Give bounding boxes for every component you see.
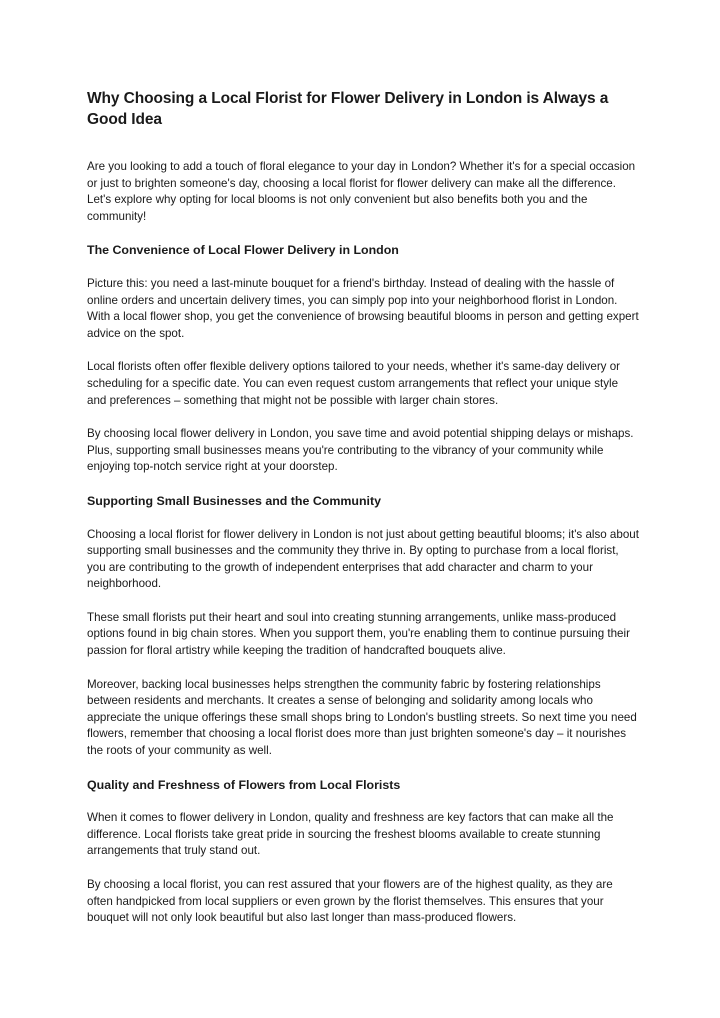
paragraph: When it comes to flower delivery in London, quality and freshness are key factors that can make all the difference. Local florists take great pride in sourcing the freshest blooms available to create stunning arrangements that truly stand out. xyxy=(87,811,614,858)
section-heading-small-businesses: Supporting Small Businesses and the Community xyxy=(87,493,381,508)
paragraph: Picture this: you need a last-minute bouquet for a friend's birthday. Instead of dealing with the hassle of online orders and uncertain delivery times, you can simply pop into your neighborhood florist in London. With a local flower shop, you get the convenience of browsing beautiful blooms in person and getting expert advice on the spot. xyxy=(87,276,639,340)
section-heading-convenience: The Convenience of Local Flower Delivery in London xyxy=(87,243,399,258)
paragraph: Moreover, backing local businesses helps strengthen the community fabric by fostering relationships between residents and merchants. It creates a sense of belonging and solidarity among locals who appreciate the unique offerings these small shops bring to London's bustling streets. So next time you need flowers, remember that choosing a local florist does more than just brighten someone's day – it nourishes the roots of your community as well. xyxy=(87,677,637,758)
paragraph: By choosing local flower delivery in London, you save time and avoid potential shipping delays or mishaps. Plus, supporting small businesses means you're contributing to the vibrancy of your community while enjoying top-notch service right at your doorstep. xyxy=(87,427,634,474)
document-page xyxy=(87,88,639,944)
paragraph: Local florists often offer flexible delivery options tailored to your needs, whether it's same-day delivery or scheduling for a specific date. You can even request custom arrangements that reflect your unique style and preferences – something that might not be possible with larger chain stores. xyxy=(87,360,621,407)
intro-paragraph: Are you looking to add a touch of floral elegance to your day in London? Whether it's for a special occasion or just to brighten someone's day, choosing a local florist for flower delivery can make all the difference. Let's explore why opting for local blooms is not only convenient but also benefits both you and the community! xyxy=(87,160,636,223)
paragraph: Choosing a local florist for flower delivery in London is not just about getting beautiful blooms; it's also about supporting small businesses and the community they thrive in. By opting to purchase from a local florist, you are contributing to the growth of independent enterprises that add character and charm to your neighborhood. xyxy=(87,527,639,591)
document-title: Why Choosing a Local Florist for Flower Delivery in London is Always a Good Idea xyxy=(87,90,609,128)
section-heading-quality: Quality and Freshness of Flowers from Local Florists xyxy=(87,777,401,792)
paragraph: By choosing a local florist, you can rest assured that your flowers are of the highest quality, as they are often handpicked from local suppliers or even grown by the florist themselves. This ensures that your bouquet will not only look beautiful but also last longer than mass-produced flowers. xyxy=(87,878,613,925)
paragraph: These small florists put their heart and soul into creating stunning arrangements, unlike mass-produced options found in big chain stores. When you support them, you're enabling them to continue pursuing their passion for floral artistry while keeping the tradition of handcrafted bouquets alive. xyxy=(87,610,630,658)
